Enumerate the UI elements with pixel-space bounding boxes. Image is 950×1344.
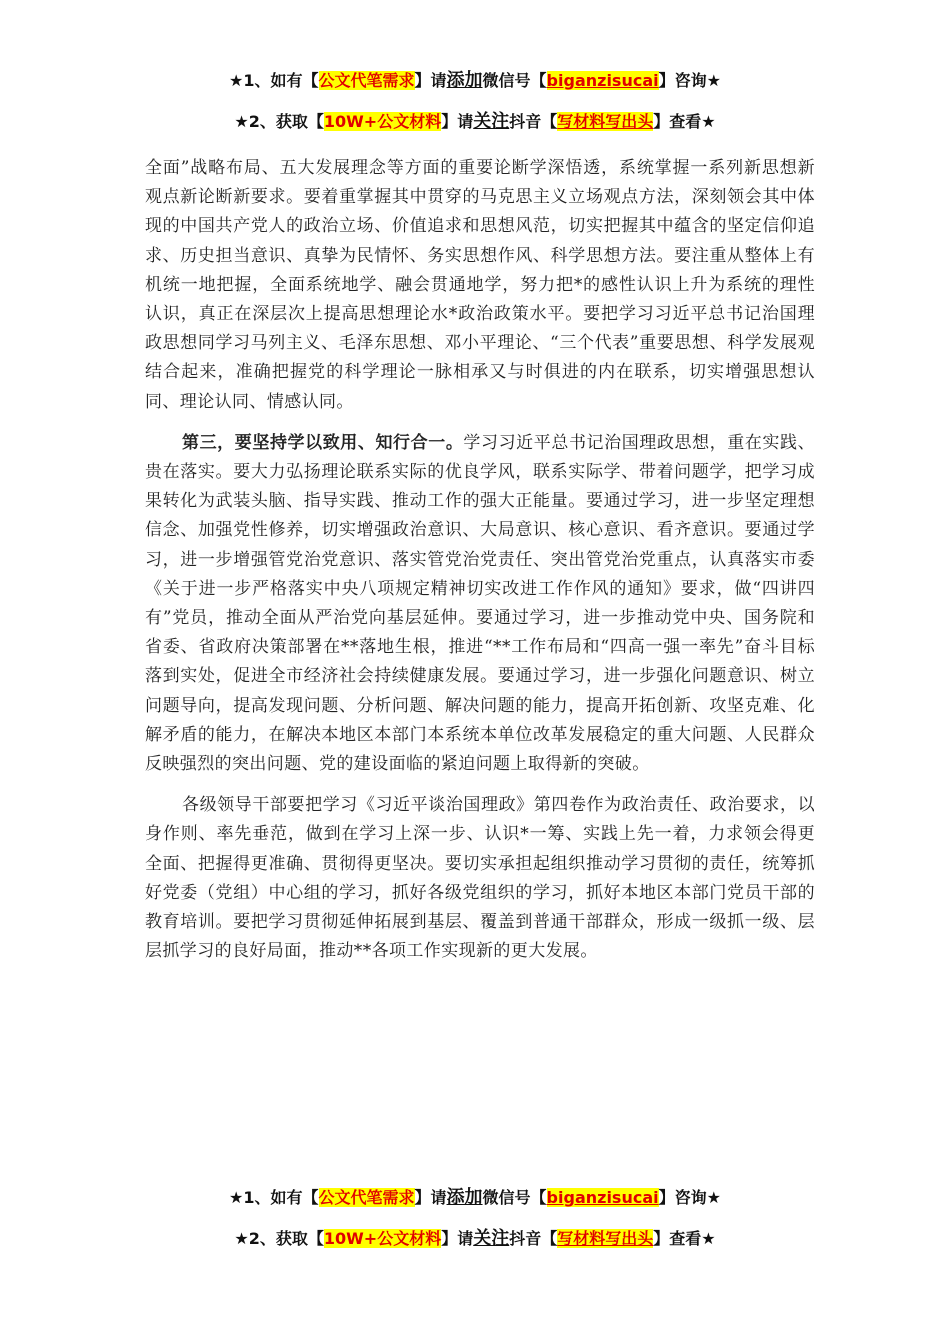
footer-banner-line2 bbox=[0, 1227, 950, 1251]
banner-emphasis: 关注 bbox=[473, 1228, 510, 1249]
header-banner-line2 bbox=[0, 110, 950, 134]
banner-text: 】请 bbox=[414, 1188, 447, 1207]
douyin-id: 写材料写出头 bbox=[557, 1229, 654, 1248]
banner-prefix: ★1、如有【 bbox=[229, 71, 319, 90]
wechat-id: biganzisucai bbox=[546, 1188, 659, 1207]
banner-prefix: ★1、如有【 bbox=[229, 1188, 319, 1207]
banner-text: 】请 bbox=[441, 1229, 474, 1248]
douyin-id: 写材料写出头 bbox=[557, 112, 654, 131]
banner-prefix: ★2、获取【 bbox=[234, 112, 324, 131]
banner-highlight: 公文代笔需求 bbox=[318, 71, 415, 90]
banner-highlight: 10W+公文材料 bbox=[323, 112, 442, 131]
banner-text: 】请 bbox=[441, 112, 474, 131]
banner-highlight: 公文代笔需求 bbox=[318, 1188, 415, 1207]
banner-emphasis: 添加 bbox=[446, 1187, 483, 1208]
banner-suffix: 】咨询★ bbox=[658, 1188, 721, 1207]
banner-highlight: 10W+公文材料 bbox=[323, 1229, 442, 1248]
banner-prefix: ★2、获取【 bbox=[234, 1229, 324, 1248]
banner-suffix: 】查看★ bbox=[653, 1229, 716, 1248]
footer-banner-line1 bbox=[0, 1186, 950, 1210]
paragraph-2 bbox=[145, 429, 815, 779]
paragraph-lead: 第三，要坚持学以致用、知行合一。 bbox=[182, 432, 464, 453]
banner-text: 微信号【 bbox=[482, 1188, 547, 1207]
banner-emphasis: 关注 bbox=[473, 111, 510, 132]
wechat-id: biganzisucai bbox=[546, 71, 659, 90]
banner-text: 微信号【 bbox=[482, 71, 547, 90]
paragraph-3: 各级领导干部要把学习《习近平谈治国理政》第四卷作为政治责任、政治要求，以身作则、率先垂范，做到在学习上深一步、认识*一筹、实践上先一着，力求领会得更全面、把握得更准确、贯彻得更坚决。要切实承担起组织推动学习贯彻的责任，统筹抓好党委（党组）中心组的学习，抓好各级党组织的学习，抓好本地区本部门党员干部的教育培训。要把学习贯彻延伸拓展到基层、覆盖到普通干部群众，形成一级抓一级、层层抓学习的良好局面，推动**各项工作实现新的更大发展。 bbox=[145, 795, 815, 962]
banner-text: 抖音【 bbox=[509, 1229, 558, 1248]
banner-suffix: 】查看★ bbox=[653, 112, 716, 131]
banner-text: 】请 bbox=[414, 71, 447, 90]
banner-emphasis: 添加 bbox=[446, 70, 483, 91]
document-body bbox=[145, 154, 815, 978]
header-banner-line1 bbox=[0, 69, 950, 93]
banner-suffix: 】咨询★ bbox=[658, 71, 721, 90]
banner-text: 抖音【 bbox=[509, 112, 558, 131]
paragraph-2-text: 学习习近平总书记治国理政思想，重在实践、贵在落实。要大力弘扬理论联系实际的优良学风，联系实际学、带着问题学，把学习成果转化为武装头脑、指导实践、推动工作的强大正能量。要通过学习，进一步坚定理想信念、加强党性修养，切实增强政治意识、大局意识、核心意识、看齐意识。要通过学习，进一步增强管党治党意识、落实管党治党责任、突出管党治党重点，认真落实市委《关于进一步严格落实中央八项规定精神切实改进工作作风的通知》要求，做“四讲四有”党员，推动全面从严治党向基层延伸。要通过学习，进一步推动党中央、国务院和省委、省政府决策部署在**落地生根，推进“**工作布局和“四高一强一率先”奋斗目标落到实处，促进全市经济社会持续健康发展。要通过学习，进一步强化问题意识、树立问题导向，提高发现问题、分析问题、解决问题的能力，提高开拓创新、攻坚克难、化解矛盾的能力，在解决本地区本部门本系统本单位改革发展稳定的重大问题、人民群众反映强烈的突出问题、党的建设面临的紧迫问题上取得新的突破。 bbox=[145, 432, 816, 775]
paragraph-1: 全面”战略布局、五大发展理念等方面的重要论断学深悟透，系统掌握一系列新思想新观点新论断新要求。要着重掌握其中贯穿的马克思主义立场观点方法，深刻领会其中体现的中国共产党人的政治立场、价值追求和思想风范，切实把握其中蕴含的坚定信仰追求、历史担当意识、真挚为民情怀、务实思想作风、科学思想方法。要注重从整体上有机统一地把握，全面系统地学、融会贯通地学，努力把*的感性认识上升为系统的理性认识，真正在深层次上提高思想理论水*政治政策水平。要把学习习近平总书记治国理政思想同学习马列主义、毛泽东思想、邓小平理论、“三个代表”重要思想、科学发展观结合起来，准确把握党的科学理论一脉相承又与时俱进的内在联系，切实增强思想认同、理论认同、情感认同。 bbox=[145, 158, 815, 412]
